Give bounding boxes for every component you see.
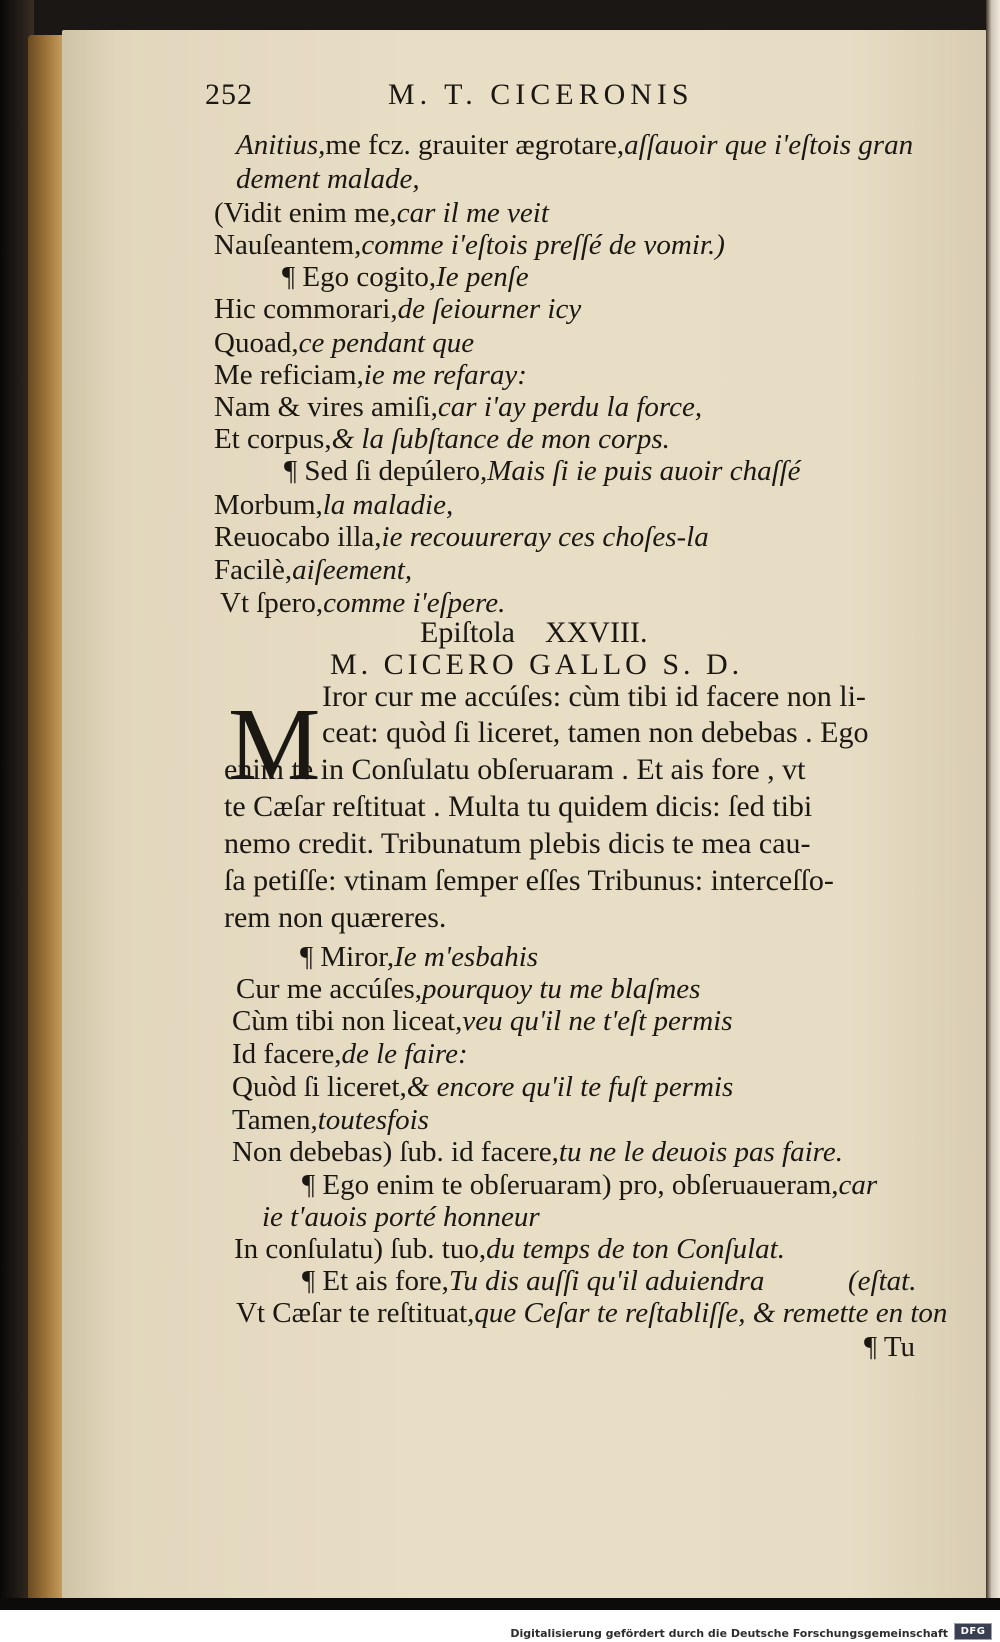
french-gloss: dement malade,: [236, 163, 420, 195]
french-gloss: Ie m'esbahis: [394, 941, 539, 973]
letter-line-6: ſa petiſſe: vtinam ſemper eſſes Tribunus: interceſſo-: [224, 864, 834, 897]
latin-word: Anitius,: [236, 129, 326, 161]
text-line-12: [214, 488, 453, 522]
latin-text: Quoad,: [214, 327, 299, 359]
text-line-14: [214, 553, 412, 587]
commentary-line-3: [232, 1004, 732, 1038]
french-gloss: ie recouureray ces choſes-la: [381, 521, 709, 553]
french-gloss: car i'ay perdu la force,: [437, 391, 703, 423]
catchword: ¶ Tu: [864, 1331, 916, 1363]
text-line-7: [214, 326, 474, 360]
latin-text: ¶ Miror,: [300, 941, 395, 973]
margin-note: (eſtat.: [848, 1265, 917, 1297]
commentary-line-5: [232, 1070, 733, 1104]
scanner-board-right: [986, 0, 1000, 1610]
french-gloss: ie me refaray:: [363, 359, 527, 391]
french-gloss: la maladie,: [322, 489, 454, 521]
drop-cap: M: [228, 687, 321, 802]
commentary-line-4: [232, 1037, 468, 1071]
commentary-line-9: [262, 1200, 540, 1234]
letter-line-4: te Cæſar reſtituat . Multa tu quidem dicis: ſed tibi: [224, 790, 813, 823]
commentary-line-2: [236, 972, 700, 1006]
text-line-13: [214, 520, 709, 554]
text-line-11: [284, 454, 801, 488]
text-line-9: [214, 390, 702, 424]
text-line-6: [214, 292, 581, 326]
scan-bottom-edge: [0, 1598, 1000, 1610]
french-gloss: aiſeement,: [292, 554, 413, 586]
text-line-5: [282, 260, 529, 294]
latin-text: Tamen,: [232, 1104, 318, 1136]
dfg-logo: DFG: [954, 1623, 992, 1640]
latin-text: Hic commorari,: [214, 293, 398, 325]
latin-text: Me reficiam,: [214, 359, 364, 391]
latin-text: Cur me accúſes,: [236, 973, 423, 1005]
latin-text: Reuocabo illa,: [214, 521, 382, 553]
latin-text: Nam & vires amiſi,: [214, 391, 438, 423]
text-line-3: [214, 196, 549, 230]
running-head: M. T. CICERONIS: [388, 78, 694, 111]
latin-text: Cùm tibi non liceat,: [232, 1005, 463, 1037]
latin-text: Non debebas) ſub. id facere,: [232, 1136, 559, 1168]
latin-text: Morbum,: [214, 489, 323, 521]
french-gloss: car: [838, 1169, 878, 1201]
french-gloss: veu qu'il ne t'eſt permis: [462, 1005, 733, 1037]
text-line-4: [214, 228, 725, 262]
text-line-15: [220, 586, 505, 620]
latin-text: Facilè,: [214, 554, 293, 586]
letter-line-5: nemo credit. Tribunatum plebis dicis te mea cau-: [224, 827, 811, 860]
french-gloss: de le faire:: [341, 1038, 468, 1070]
french-gloss: de ſeiourner icy: [397, 293, 582, 325]
french-gloss: Mais ſi ie puis auoir chaſſé: [487, 455, 801, 487]
french-gloss: car il me veit: [396, 197, 549, 229]
latin-text: ¶ Ego cogito,: [282, 261, 437, 293]
french-gloss: que Ceſar te reſtabliſſe, & remette en ton: [474, 1297, 948, 1329]
french-gloss: aſſauoir que i'eſtois gran: [624, 129, 914, 161]
latin-text: (Vidit enim me,: [214, 197, 397, 229]
text-line-1: [236, 128, 913, 162]
french-gloss: & encore qu'il te fuſt permis: [406, 1071, 734, 1103]
epistle-salutation: M. CICERO GALLO S. D.: [330, 648, 744, 681]
latin-text: Quòd ſi liceret,: [232, 1071, 407, 1103]
french-gloss: toutesfois: [317, 1104, 429, 1136]
french-gloss: & la ſubſtance de mon corps.: [331, 423, 670, 455]
french-gloss: comme i'eſpere.: [323, 587, 506, 619]
french-gloss: Tu dis auſſi qu'il aduiendra: [448, 1265, 765, 1297]
letter-line-2: ceat: quòd ſi liceret, tamen non debebas . Ego: [322, 716, 869, 749]
latin-text: Nauſeantem,: [214, 229, 362, 261]
text-line-2: [236, 162, 420, 196]
commentary-line-1: [300, 940, 538, 974]
latin-text: me fcz. grauiter ægrotare,: [325, 129, 625, 161]
letter-line-7: rem non quæreres.: [224, 901, 447, 934]
latin-text: Id facere,: [232, 1038, 342, 1070]
commentary-line-12: [236, 1296, 947, 1330]
latin-text: ¶ Sed ſi depúlero,: [284, 455, 488, 487]
epistle-number: Epiſtola XXVIII.: [420, 616, 648, 649]
latin-text: Vt Cæſar te reſtituat,: [236, 1297, 475, 1329]
french-gloss: du temps de ton Conſulat.: [486, 1233, 785, 1265]
latin-text: Vt ſpero,: [220, 587, 324, 619]
commentary-line-7: [232, 1135, 843, 1169]
commentary-line-10: [234, 1232, 785, 1266]
funding-credit: Digitalisierung gefördert durch die Deutsche Forschungsgemeinschaft: [510, 1627, 948, 1640]
french-gloss: Ie penſe: [436, 261, 529, 293]
letter-line-3: enim te in Conſulatu obſeruaram . Et ais fore , vt: [224, 753, 806, 786]
letter-line-1: Iror cur me accúſes: cùm tibi id facere non li-: [322, 680, 866, 713]
commentary-line-11: [302, 1264, 764, 1298]
page-number: 252: [205, 78, 253, 111]
latin-text: ¶ Ego enim te obſeruaram) pro, obſeruaueram,: [302, 1169, 839, 1201]
text-line-8: [214, 358, 527, 392]
french-gloss: ce pendant que: [298, 327, 475, 359]
french-gloss: ie t'auois porté honneur: [262, 1201, 540, 1233]
french-gloss: tu ne le deuois pas faire.: [558, 1136, 843, 1168]
commentary-line-8: [302, 1168, 877, 1202]
latin-text: ¶ Et ais fore,: [302, 1265, 449, 1297]
french-gloss: comme i'eſtois preſſé de vomir.): [361, 229, 725, 261]
latin-text: Et corpus,: [214, 423, 332, 455]
commentary-line-6: [232, 1103, 429, 1137]
text-line-10: [214, 422, 670, 456]
latin-text: In conſulatu) ſub. tuo,: [234, 1233, 487, 1265]
french-gloss: pourquoy tu me blaſmes: [422, 973, 701, 1005]
